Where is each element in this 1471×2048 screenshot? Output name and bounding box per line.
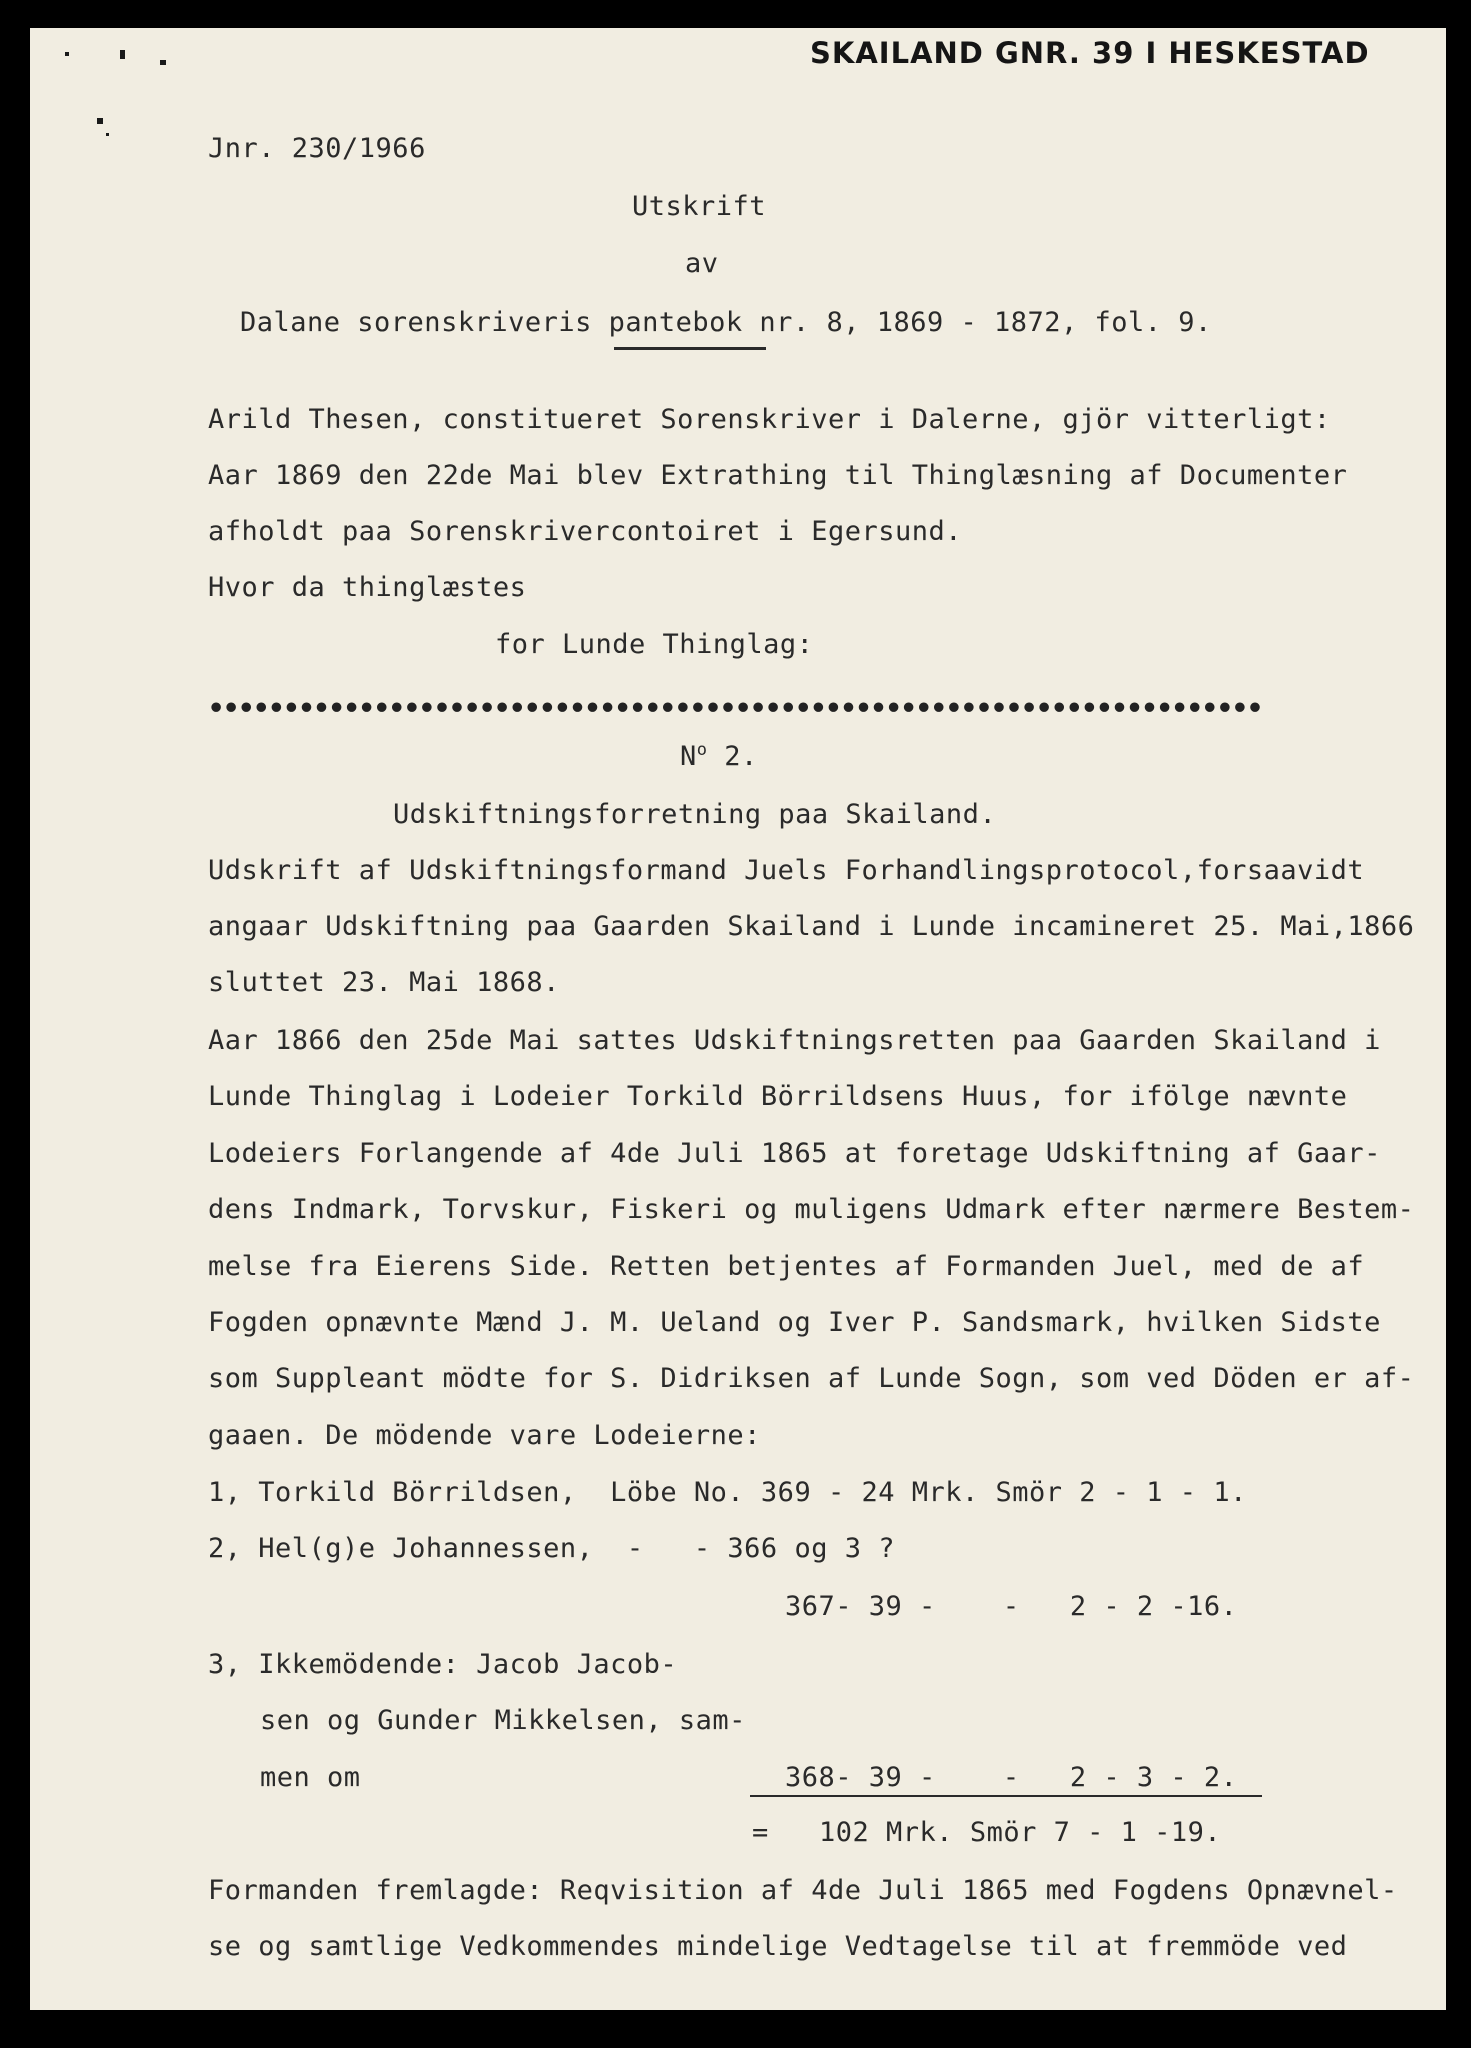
title-utskrift: Utskrift — [632, 191, 767, 222]
owner-row-3: sen og Gunder Mikkelsen, sam- — [260, 1705, 746, 1736]
body-line: Arild Thesen, constitueret Sorenskriver i Dalerne, gjör vitterligt: — [208, 404, 1331, 435]
sum-rule — [750, 1795, 1262, 1797]
mark-speck — [120, 50, 125, 59]
pantebok-underline — [614, 347, 766, 350]
body-line: angaar Udskiftning paa Gaarden Skailand i Lunde incamineret 25. Mai,1866 — [208, 911, 1415, 942]
handwritten-heading: SKAILAND GNR. 39 I HESKESTAD — [810, 36, 1370, 70]
owner-row-2-values: 367- 39 - - 2 - 2 -16. — [785, 1591, 1238, 1622]
dotted-separator: •••••••••••••••••••••••••••••••••••••••••••••••••••••••••••••••••••••• — [208, 693, 1262, 724]
mark-speck — [106, 133, 109, 136]
source-line: Dalane sorenskriveris pantebok nr. 8, 1869 - 1872, fol. 9. — [240, 307, 1212, 338]
total-row: = 102 Mrk. Smör 7 - 1 -19. — [752, 1817, 1222, 1848]
body-line: se og samtlige Vedkommendes mindelige Vedtagelse til at fremmöde ved — [208, 1931, 1348, 1962]
body-line: Aar 1866 den 25de Mai sattes Udskiftningsretten paa Gaarden Skailand i — [208, 1025, 1381, 1056]
body-line: Lunde Thinglag i Lodeier Torkild Börrildsens Huus, for ifölge nævnte — [208, 1081, 1348, 1112]
body-line: dens Indmark, Torvskur, Fiskeri og muligens Udmark efter nærmere Bestem- — [208, 1194, 1415, 1225]
body-line: afholdt paa Sorenskrivercontoiret i Egersund. — [208, 516, 962, 547]
mark-speck — [160, 60, 166, 65]
mark-speck — [65, 52, 69, 56]
body-line: Lodeiers Forlangende af 4de Juli 1865 at foretage Udskiftning af Gaar- — [208, 1138, 1381, 1169]
body-line: Udskrift af Udskiftningsformand Juels Forhandlingsprotocol,forsaavidt — [208, 855, 1365, 886]
owner-row-2: 2, Hel(g)e Johannessen, - - 366 og 3 ? — [208, 1533, 895, 1564]
body-line: Formanden fremlagde: Reqvisition af 4de Juli 1865 med Fogdens Opnævnel- — [208, 1875, 1398, 1906]
owner-row-3-values: 368- 39 - - 2 - 3 - 2. — [785, 1762, 1238, 1793]
body-line: Fogden opnævnte Mænd J. M. Ueland og Iver P. Sandsmark, hvilken Sidste — [208, 1307, 1381, 1338]
journal-number: Jnr. 230/1966 — [208, 133, 426, 164]
title-av: av — [685, 248, 719, 279]
body-line: gaaen. De mödende vare Lodeierne: — [208, 1420, 761, 1451]
body-line: Hvor da thinglæstes — [208, 572, 527, 603]
owner-row-3: men om — [260, 1762, 361, 1793]
body-line: Aar 1869 den 22de Mai blev Extrathing til Thinglæsning af Documenter — [208, 460, 1348, 491]
body-line: sluttet 23. Mai 1868. — [208, 967, 560, 998]
owner-row-1: 1, Torkild Börrildsen, Löbe No. 369 - 24 Mrk. Smör 2 - 1 - 1. — [208, 1477, 1247, 1508]
section-heading: Udskiftningsforretning paa Skailand. — [393, 799, 997, 830]
owner-row-3: 3, Ikkemödende: Jacob Jacob- — [208, 1649, 678, 1680]
section-number: $N^o$ 2. — [680, 740, 758, 772]
body-line: melse fra Eierens Side. Retten betjentes af Formanden Juel, med de af — [208, 1251, 1365, 1282]
body-line: som Suppleant mödte for S. Didriksen af Lunde Sogn, som ved Döden er af- — [208, 1363, 1415, 1394]
mark-speck — [97, 118, 103, 124]
body-line: for Lunde Thinglag: — [495, 629, 814, 660]
